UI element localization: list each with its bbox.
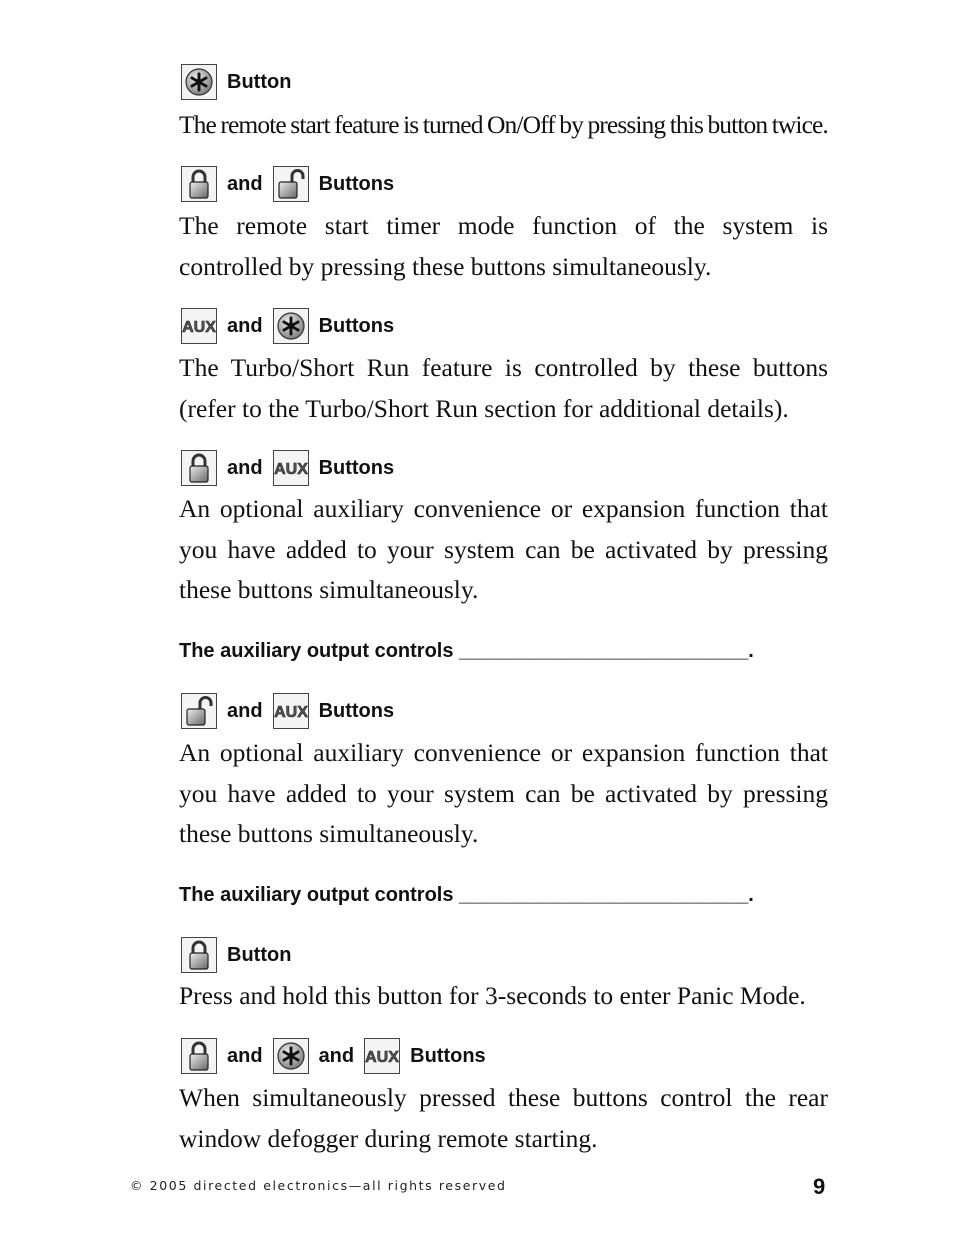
section-7-body: When simultaneously pressed these buttons control the rear window defogger during remote starting. bbox=[179, 1083, 828, 1153]
heading-and-label: and bbox=[227, 172, 263, 195]
heading-and-label: and bbox=[227, 699, 263, 722]
heading-buttons-label: Buttons bbox=[318, 314, 395, 337]
section-2-body: The remote start timer mode function of the system is controlled by pressing these buttons simultaneously. bbox=[179, 211, 828, 281]
heading-button-label: Button bbox=[227, 70, 292, 93]
aux-output-fill-in: The auxiliary output controls __________________________. bbox=[179, 884, 754, 906]
aux-icon-text: AUX bbox=[182, 319, 216, 336]
heading-buttons-label: Buttons bbox=[318, 456, 395, 479]
heading-buttons-label: Buttons bbox=[410, 1044, 486, 1067]
aux-star-heading bbox=[181, 306, 404, 346]
lock-unlock-heading bbox=[181, 164, 404, 204]
lock-icon bbox=[181, 1038, 217, 1074]
copyright-footer: © 2005 directed electronics—all rights reserved bbox=[130, 1178, 507, 1193]
aux-button-icon bbox=[273, 693, 309, 729]
star-button-icon bbox=[181, 64, 217, 100]
heading-and-label: and bbox=[227, 1044, 263, 1067]
aux-button-icon bbox=[364, 1038, 400, 1074]
star-button-icon bbox=[273, 308, 309, 344]
lock-icon bbox=[181, 450, 217, 486]
section-1-body: The remote start feature is turned On/Off by pressing this button twice. bbox=[179, 110, 828, 139]
lock-icon bbox=[181, 937, 217, 973]
unlock-icon bbox=[181, 693, 217, 729]
lock-button-heading bbox=[181, 935, 301, 975]
heading-and-label-2: and bbox=[318, 1044, 355, 1067]
heading-button-label: Button bbox=[227, 943, 292, 966]
aux-icon-text: AUX bbox=[273, 461, 308, 478]
lock-aux-heading bbox=[181, 448, 404, 488]
aux-output-fill-in: The auxiliary output controls __________________________. bbox=[179, 640, 754, 662]
heading-buttons-label: Buttons bbox=[318, 172, 395, 195]
star-button-heading bbox=[181, 62, 301, 102]
section-4-body: An optional auxiliary convenience or expansion function that you have added to your system can be activated by pressing these buttons simultaneously. bbox=[179, 494, 828, 604]
section-6-body: Press and hold this button for 3-seconds to enter Panic Mode. bbox=[179, 981, 806, 1010]
lock-star-aux-heading bbox=[181, 1036, 496, 1076]
page-number: 9 bbox=[813, 1174, 826, 1199]
lock-icon bbox=[181, 166, 217, 202]
aux-icon-text: AUX bbox=[273, 704, 308, 721]
star-button-icon bbox=[273, 1038, 309, 1074]
aux-button-icon bbox=[273, 450, 309, 486]
unlock-icon bbox=[273, 166, 309, 202]
section-5-body: An optional auxiliary convenience or expansion function that you have added to your system can be activated by pressing these buttons simultaneously. bbox=[179, 738, 828, 848]
aux-icon-text: AUX bbox=[365, 1049, 400, 1066]
heading-buttons-label: Buttons bbox=[318, 699, 395, 722]
aux-button-icon bbox=[181, 308, 217, 344]
section-3-body: The Turbo/Short Run feature is controlled by these buttons (refer to the Turbo/Short Run section for additional details). bbox=[179, 353, 828, 423]
unlock-aux-heading bbox=[181, 691, 404, 731]
heading-and-label: and bbox=[227, 314, 263, 337]
heading-and-label: and bbox=[227, 456, 263, 479]
